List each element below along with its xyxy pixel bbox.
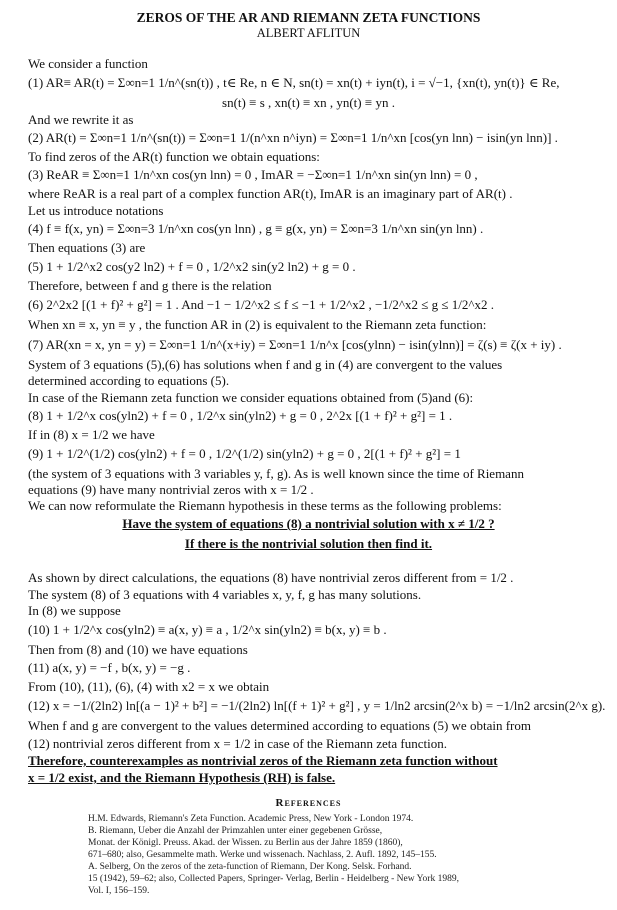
text-line: determined according to equations (5). — [28, 373, 230, 388]
equation-5: (5) 1 + 1/2^x2 cos(y2 ln2) + f = 0 , 1/2^x2 sin(y2 ln2) + g = 0 . — [28, 259, 356, 274]
equation-1: (1) AR≡ AR(t) = Σ∞n=1 1/n^(sn(t)) , t∈ Re, n ∈ N, sn(t) = xn(t) + iyn(t), i = √−1, {xn(t), yn(t)} ∈ Re, — [28, 75, 560, 90]
text-line: System of 3 equations (5),(6) has solutions when f and g in (4) are convergent to the values — [28, 357, 503, 372]
problem-statement-1: Have the system of equations (8) a nontrivial solution with x ≠ 1/2 ? — [122, 516, 495, 531]
text-line: When xn ≡ x, yn ≡ y , the function AR in (2) is equivalent to the Riemann zeta function: — [28, 317, 487, 332]
equation-4: (4) f ≡ f(x, yn) = Σ∞n=3 1/n^xn cos(yn lnn) , g ≡ g(x, yn) = Σ∞n=3 1/n^xn sin(yn lnn) . — [28, 221, 484, 236]
text-line: equations (9) have many nontrivial zeros with x = 1/2 . — [28, 482, 314, 497]
text-line: From (10), (11), (6), (4) with x2 = x we obtain — [28, 679, 270, 694]
text-line: We consider a function — [28, 56, 148, 71]
equation-8: (8) 1 + 1/2^x cos(yln2) + f = 0 , 1/2^x sin(yln2) + g = 0 , 2^2x [(1 + f)² + g²] = 1 . — [28, 408, 453, 423]
conclusion-line-1: Therefore, counterexamples as nontrivial zeros of the Riemann zeta function without — [28, 753, 498, 768]
references-heading: References — [275, 797, 342, 809]
text-line: When f and g are convergent to the values determined according to equations (5) we obtain from — [28, 718, 531, 733]
text-line: Therefore, between f and g there is the relation — [28, 278, 272, 293]
equation-6: (6) 2^2x2 [(1 + f)² + g²] = 1 . And −1 − 1/2^x2 ≤ f ≤ −1 + 1/2^x2 , −1/2^x2 ≤ g ≤ 1/2^x2 . — [28, 297, 494, 312]
text-line: Then from (8) and (10) we have equations — [28, 642, 248, 657]
equation-2: (2) AR(t) = Σ∞n=1 1/n^(sn(t)) = Σ∞n=1 1/(n^xn n^iyn) = Σ∞n=1 1/n^xn [cos(yn lnn) − isin(yn lnn)] . — [28, 130, 558, 145]
reference-entry: 15 (1942), 59–62; also, Collected Papers, Springer- Verlag, Berlin - Heidelberg - New York 1989, — [88, 874, 459, 884]
reference-entry: B. Riemann, Ueber die Anzahl der Primzahlen unter einer gegebenen Grösse, — [88, 826, 383, 836]
equation-7: (7) AR(xn = x, yn = y) = Σ∞n=1 1/n^(x+iy) = Σ∞n=1 1/n^x [cos(ylnn) − isin(ylnn)] = ζ(s) ≡ ζ(x + iy) . — [28, 337, 562, 352]
equation-10: (10) 1 + 1/2^x cos(yln2) ≡ a(x, y) ≡ a , 1/2^x sin(yln2) ≡ b(x, y) ≡ b . — [28, 622, 387, 637]
text-line: (the system of 3 equations with 3 variables y, f, g). As is well known since the time of Riemann — [28, 466, 524, 481]
reference-entry: A. Selberg, On the zeros of the zeta-function of Riemann, Der Kong. Selsk. Forhand. — [88, 862, 412, 872]
text-line: To find zeros of the AR(t) function we obtain equations: — [28, 149, 320, 164]
text-line: In case of the Riemann zeta function we consider equations obtained from (5)and (6): — [28, 390, 474, 405]
text-line: In (8) we suppose — [28, 603, 121, 618]
reference-entry: Vol. I, 156–159. — [88, 886, 150, 896]
equation-3: (3) ReAR ≡ Σ∞n=1 1/n^xn cos(yn lnn) = 0 , ImAR = −Σ∞n=1 1/n^xn sin(yn lnn) = 0 , — [28, 167, 478, 182]
text-line: Then equations (3) are — [28, 240, 146, 255]
text-line: If in (8) x = 1/2 we have — [28, 427, 155, 442]
text-line: As shown by direct calculations, the equations (8) have nontrivial zeros different from = 1/2 . — [28, 570, 514, 585]
paper-title: ZEROS OF THE AR AND RIEMANN ZETA FUNCTIONS — [136, 10, 481, 25]
text-line: And we rewrite it as — [28, 112, 134, 127]
text-line: Let us introduce notations — [28, 203, 164, 218]
text-line: The system (8) of 3 equations with 4 variables x, y, f, g has many solutions. — [28, 587, 422, 602]
author-name: ALBERT AFLITUN — [256, 26, 361, 40]
text-line: where ReAR is a real part of a complex function AR(t), ImAR is an imaginary part of AR(t) . — [28, 186, 513, 201]
reference-entry: 671–680; also, Gesammelte math. Werke und wissenach. Nachlass, 2. Aufl. 1892, 145–155. — [88, 850, 437, 860]
reference-entry: H.M. Edwards, Riemann's Zeta Function. Academic Press, New York - London 1974. — [88, 814, 414, 824]
text-line: (12) nontrivial zeros different from x = 1/2 in case of the Riemann zeta function. — [28, 736, 447, 751]
equation-9: (9) 1 + 1/2^(1/2) cos(yln2) + f = 0 , 1/2^(1/2) sin(yln2) + g = 0 , 2[(1 + f)² + g²] = 1 — [28, 446, 461, 461]
equation-11: (11) a(x, y) = −f , b(x, y) = −g . — [28, 660, 191, 675]
equation-12: (12) x = −1/(2ln2) ln[(a − 1)² + b²] = −1/(2ln2) ln[(f + 1)² + g²] , y = 1/ln2 arcsin(2^x b) = −1/ln2 arcsin(2^x g). — [28, 698, 605, 713]
reference-entry: Monat. der Königl. Preuss. Akad. der Wissen. zu Berlin aus der Jahre 1859 (1860), — [88, 838, 403, 848]
text-line: We can now reformulate the Riemann hypothesis in these terms as the following problems: — [28, 498, 502, 513]
conclusion-line-2: x = 1/2 exist, and the Riemann Hypothesis (RH) is false. — [28, 770, 336, 785]
problem-statement-2: If there is the nontrivial solution then find it. — [184, 536, 433, 551]
equation-1-defs: sn(t) ≡ s , xn(t) ≡ xn , yn(t) ≡ yn . — [222, 95, 395, 110]
